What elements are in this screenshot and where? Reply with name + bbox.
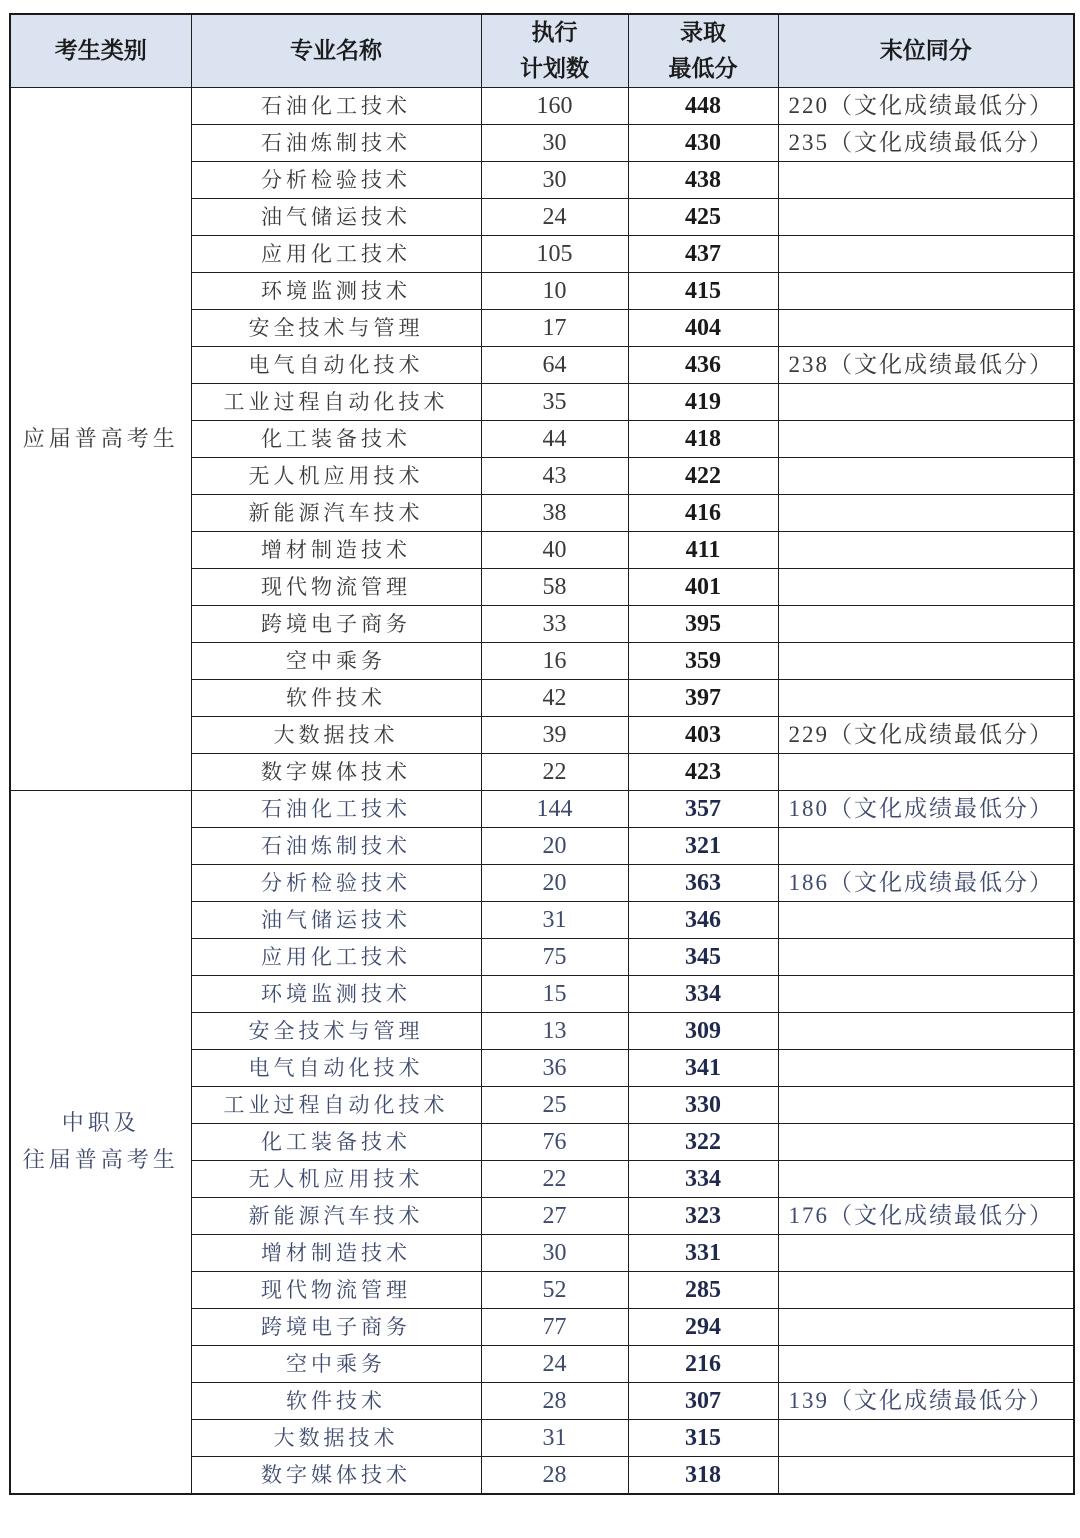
tie-score-cell: 180（文化成绩最低分） (778, 791, 1074, 828)
plan-cell: 39 (481, 717, 628, 754)
min-score-cell: 285 (628, 1272, 778, 1309)
header-major (191, 14, 481, 88)
min-score-cell: 423 (628, 754, 778, 791)
major-cell: 软件技术 (191, 680, 481, 717)
min-score-cell: 418 (628, 421, 778, 458)
tie-score-cell (778, 828, 1074, 865)
major-cell: 应用化工技术 (191, 939, 481, 976)
tie-score-cell: 220（文化成绩最低分） (778, 88, 1074, 125)
plan-cell: 31 (481, 902, 628, 939)
category-cell (10, 791, 191, 1495)
min-score-cell: 216 (628, 1346, 778, 1383)
min-score-cell: 334 (628, 976, 778, 1013)
plan-cell: 38 (481, 495, 628, 532)
major-cell: 增材制造技术 (191, 1235, 481, 1272)
min-score-cell: 419 (628, 384, 778, 421)
header-category (10, 14, 191, 88)
header-row (10, 14, 1074, 88)
min-score-cell: 411 (628, 532, 778, 569)
plan-cell: 144 (481, 791, 628, 828)
header-plan-line1: 执行 (531, 20, 578, 46)
tie-score-cell (778, 1050, 1074, 1087)
tie-score-cell (778, 1087, 1074, 1124)
tie-score-cell (778, 754, 1074, 791)
plan-cell: 30 (481, 125, 628, 162)
table-body (10, 88, 1074, 1495)
plan-cell: 75 (481, 939, 628, 976)
major-cell: 石油化工技术 (191, 88, 481, 125)
plan-cell: 25 (481, 1087, 628, 1124)
plan-cell: 22 (481, 1161, 628, 1198)
major-cell: 软件技术 (191, 1383, 481, 1420)
plan-cell: 105 (481, 236, 628, 273)
min-score-cell: 346 (628, 902, 778, 939)
major-cell: 应用化工技术 (191, 236, 481, 273)
min-score-cell: 334 (628, 1161, 778, 1198)
major-cell: 空中乘务 (191, 1346, 481, 1383)
plan-cell: 42 (481, 680, 628, 717)
major-cell: 石油炼制技术 (191, 125, 481, 162)
plan-cell: 64 (481, 347, 628, 384)
tie-score-cell (778, 569, 1074, 606)
table-row (10, 88, 1074, 125)
plan-cell: 31 (481, 1420, 628, 1457)
tie-score-cell (778, 680, 1074, 717)
major-cell: 新能源汽车技术 (191, 495, 481, 532)
tie-score-cell (778, 421, 1074, 458)
table-header (10, 14, 1074, 88)
min-score-cell: 397 (628, 680, 778, 717)
min-score-cell: 345 (628, 939, 778, 976)
plan-cell: 36 (481, 1050, 628, 1087)
tie-score-cell (778, 606, 1074, 643)
min-score-cell: 422 (628, 458, 778, 495)
major-cell: 跨境电子商务 (191, 1309, 481, 1346)
tie-score-cell (778, 236, 1074, 273)
plan-cell: 43 (481, 458, 628, 495)
major-cell: 增材制造技术 (191, 532, 481, 569)
tie-score-cell: 139（文化成绩最低分） (778, 1383, 1074, 1420)
tie-score-cell: 235（文化成绩最低分） (778, 125, 1074, 162)
plan-cell: 40 (481, 532, 628, 569)
major-cell: 油气储运技术 (191, 199, 481, 236)
min-score-cell: 437 (628, 236, 778, 273)
major-cell: 油气储运技术 (191, 902, 481, 939)
tie-score-cell (778, 310, 1074, 347)
header-category-label: 考生类别 (54, 38, 147, 64)
tie-score-cell (778, 384, 1074, 421)
admission-scores-table (9, 13, 1075, 1495)
min-score-cell: 294 (628, 1309, 778, 1346)
tie-score-cell (778, 1346, 1074, 1383)
tie-score-cell (778, 1124, 1074, 1161)
major-cell: 现代物流管理 (191, 1272, 481, 1309)
plan-cell: 77 (481, 1309, 628, 1346)
plan-cell: 58 (481, 569, 628, 606)
major-cell: 安全技术与管理 (191, 310, 481, 347)
plan-cell: 33 (481, 606, 628, 643)
header-plan (481, 14, 628, 88)
major-cell: 化工装备技术 (191, 1124, 481, 1161)
major-cell: 分析检验技术 (191, 162, 481, 199)
min-score-cell: 404 (628, 310, 778, 347)
major-cell: 环境监测技术 (191, 976, 481, 1013)
tie-score-cell (778, 902, 1074, 939)
category-label-line: 中职及 (61, 1111, 140, 1136)
tie-score-cell (778, 939, 1074, 976)
min-score-cell: 448 (628, 88, 778, 125)
major-cell: 新能源汽车技术 (191, 1198, 481, 1235)
min-score-cell: 395 (628, 606, 778, 643)
major-cell: 化工装备技术 (191, 421, 481, 458)
plan-cell: 13 (481, 1013, 628, 1050)
min-score-cell: 321 (628, 828, 778, 865)
major-cell: 无人机应用技术 (191, 458, 481, 495)
plan-cell: 24 (481, 1346, 628, 1383)
min-score-cell: 430 (628, 125, 778, 162)
table-row (10, 791, 1074, 828)
plan-cell: 24 (481, 199, 628, 236)
tie-score-cell (778, 643, 1074, 680)
min-score-cell: 401 (628, 569, 778, 606)
min-score-cell: 416 (628, 495, 778, 532)
plan-cell: 52 (481, 1272, 628, 1309)
major-cell: 跨境电子商务 (191, 606, 481, 643)
category-label-line: 往届普高考生 (22, 1148, 179, 1173)
min-score-cell: 330 (628, 1087, 778, 1124)
header-major-label: 专业名称 (290, 38, 382, 64)
plan-cell: 76 (481, 1124, 628, 1161)
major-cell: 电气自动化技术 (191, 347, 481, 384)
header-min-score (628, 14, 778, 88)
major-cell: 空中乘务 (191, 643, 481, 680)
tie-score-cell: 229（文化成绩最低分） (778, 717, 1074, 754)
plan-cell: 15 (481, 976, 628, 1013)
major-cell: 工业过程自动化技术 (191, 384, 481, 421)
header-tie-label: 末位同分 (879, 38, 972, 64)
plan-cell: 17 (481, 310, 628, 347)
plan-cell: 35 (481, 384, 628, 421)
min-score-cell: 438 (628, 162, 778, 199)
min-score-cell: 357 (628, 791, 778, 828)
major-cell: 分析检验技术 (191, 865, 481, 902)
plan-cell: 20 (481, 865, 628, 902)
category-cell (10, 88, 191, 791)
tie-score-cell (778, 273, 1074, 310)
tie-score-cell (778, 1420, 1074, 1457)
min-score-cell: 323 (628, 1198, 778, 1235)
header-plan-line2: 计划数 (520, 56, 589, 82)
major-cell: 数字媒体技术 (191, 1457, 481, 1495)
major-cell: 无人机应用技术 (191, 1161, 481, 1198)
plan-cell: 30 (481, 162, 628, 199)
plan-cell: 160 (481, 88, 628, 125)
tie-score-cell (778, 162, 1074, 199)
major-cell: 电气自动化技术 (191, 1050, 481, 1087)
min-score-cell: 436 (628, 347, 778, 384)
tie-score-cell (778, 458, 1074, 495)
min-score-cell: 363 (628, 865, 778, 902)
plan-cell: 27 (481, 1198, 628, 1235)
min-score-cell: 309 (628, 1013, 778, 1050)
plan-cell: 28 (481, 1383, 628, 1420)
tie-score-cell (778, 1161, 1074, 1198)
tie-score-cell (778, 1235, 1074, 1272)
min-score-cell: 331 (628, 1235, 778, 1272)
tie-score-cell (778, 976, 1074, 1013)
tie-score-cell (778, 1013, 1074, 1050)
plan-cell: 10 (481, 273, 628, 310)
major-cell: 工业过程自动化技术 (191, 1087, 481, 1124)
major-cell: 石油化工技术 (191, 791, 481, 828)
tie-score-cell: 238（文化成绩最低分） (778, 347, 1074, 384)
min-score-cell: 315 (628, 1420, 778, 1457)
tie-score-cell (778, 1272, 1074, 1309)
tie-score-cell (778, 199, 1074, 236)
tie-score-cell (778, 1457, 1074, 1495)
plan-cell: 16 (481, 643, 628, 680)
plan-cell: 28 (481, 1457, 628, 1495)
min-score-cell: 318 (628, 1457, 778, 1495)
major-cell: 数字媒体技术 (191, 754, 481, 791)
major-cell: 石油炼制技术 (191, 828, 481, 865)
major-cell: 现代物流管理 (191, 569, 481, 606)
header-tie-score (778, 14, 1074, 88)
tie-score-cell (778, 532, 1074, 569)
plan-cell: 44 (481, 421, 628, 458)
min-score-cell: 403 (628, 717, 778, 754)
tie-score-cell (778, 495, 1074, 532)
header-min-line1: 录取 (680, 20, 726, 46)
major-cell: 环境监测技术 (191, 273, 481, 310)
min-score-cell: 359 (628, 643, 778, 680)
min-score-cell: 415 (628, 273, 778, 310)
tie-score-cell (778, 1309, 1074, 1346)
plan-cell: 30 (481, 1235, 628, 1272)
header-min-line2: 最低分 (668, 56, 738, 82)
category-label-line: 应届普高考生 (22, 426, 179, 452)
major-cell: 安全技术与管理 (191, 1013, 481, 1050)
major-cell: 大数据技术 (191, 1420, 481, 1457)
major-cell: 大数据技术 (191, 717, 481, 754)
min-score-cell: 425 (628, 199, 778, 236)
tie-score-cell: 176（文化成绩最低分） (778, 1198, 1074, 1235)
plan-cell: 20 (481, 828, 628, 865)
plan-cell: 22 (481, 754, 628, 791)
tie-score-cell: 186（文化成绩最低分） (778, 865, 1074, 902)
min-score-cell: 322 (628, 1124, 778, 1161)
min-score-cell: 307 (628, 1383, 778, 1420)
min-score-cell: 341 (628, 1050, 778, 1087)
